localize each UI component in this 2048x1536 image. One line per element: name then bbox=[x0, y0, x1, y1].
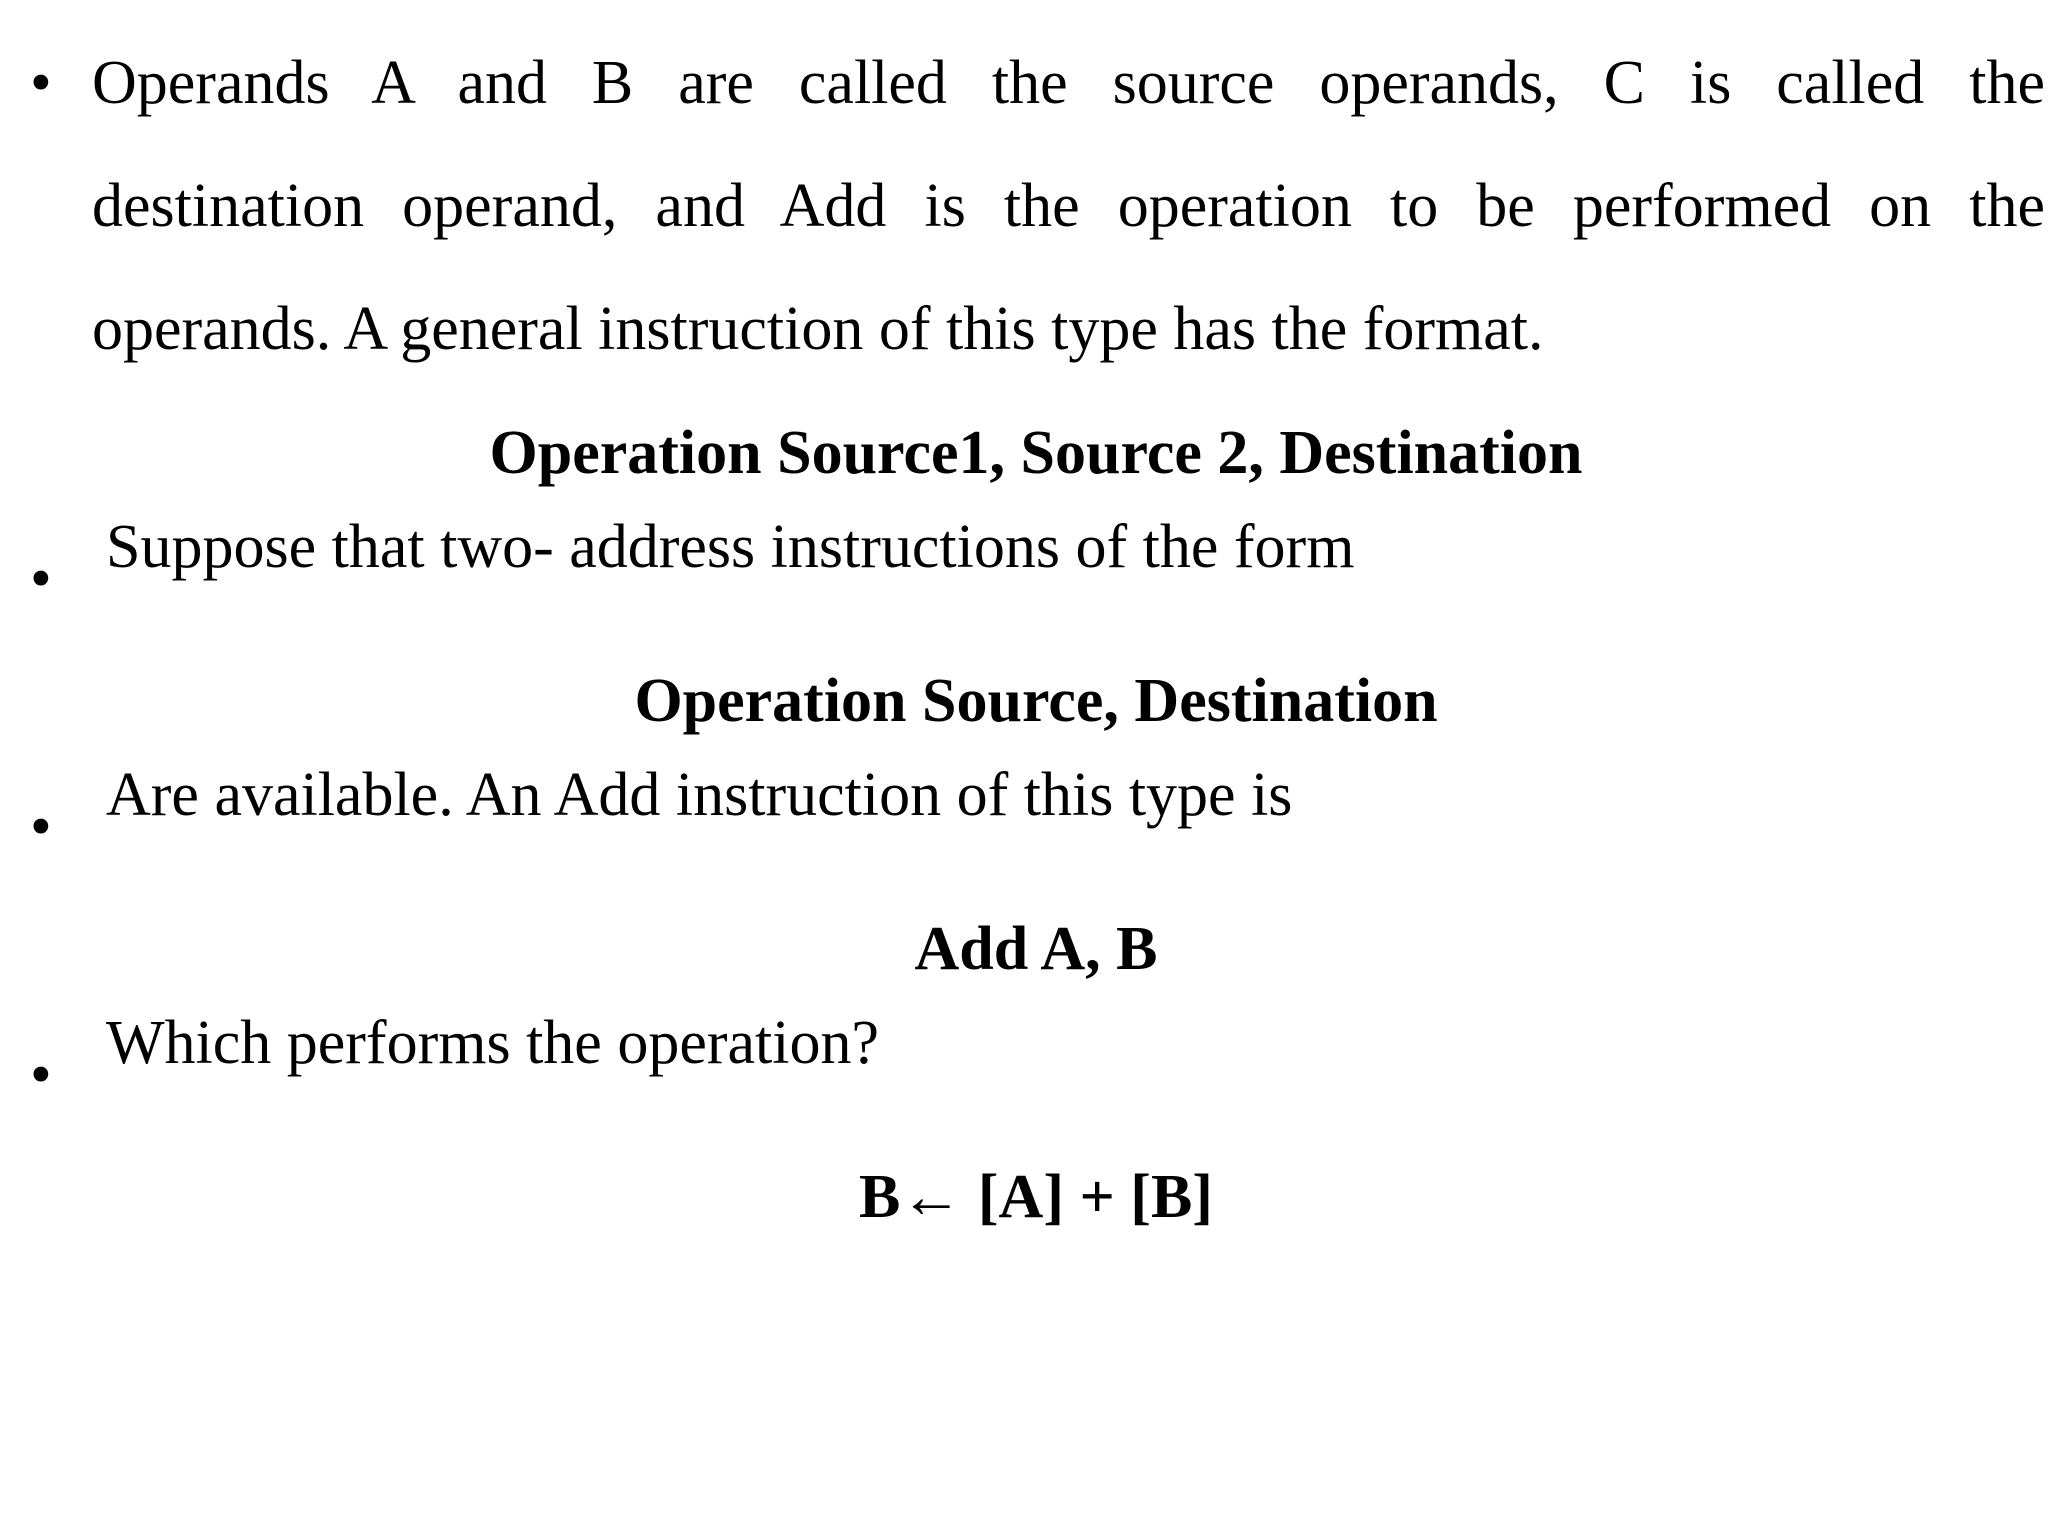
bullet-text-4: Which performs the operation? bbox=[106, 1009, 879, 1077]
paragraph-line: Operands A and B are called the source operands, C is called the bbox=[92, 49, 2045, 117]
bullet-icon: • bbox=[30, 1041, 52, 1109]
bullet-text-3: Are available. An Add instruction of this type is bbox=[106, 761, 1293, 829]
paragraph-line: operands. A general instruction of this type has the format. bbox=[92, 295, 1544, 363]
bullet-icon: • bbox=[30, 545, 52, 613]
two-address-format: Operation Source, Destination bbox=[634, 667, 1438, 735]
bullet-text-1 bbox=[92, 22, 2045, 391]
add-instruction: Add A, B bbox=[914, 915, 1158, 983]
three-address-format: Operation Source1, Source 2, Destination bbox=[489, 419, 1583, 487]
bullet-text-2: Suppose that two- address instructions of the form bbox=[106, 513, 1355, 581]
bullet-icon: • bbox=[30, 793, 52, 861]
bullet-icon: • bbox=[30, 49, 52, 117]
operation-formula: B← [A] + [B] bbox=[859, 1163, 1213, 1231]
paragraph-line: destination operand, and Add is the operation to be performed on the bbox=[92, 172, 2045, 240]
